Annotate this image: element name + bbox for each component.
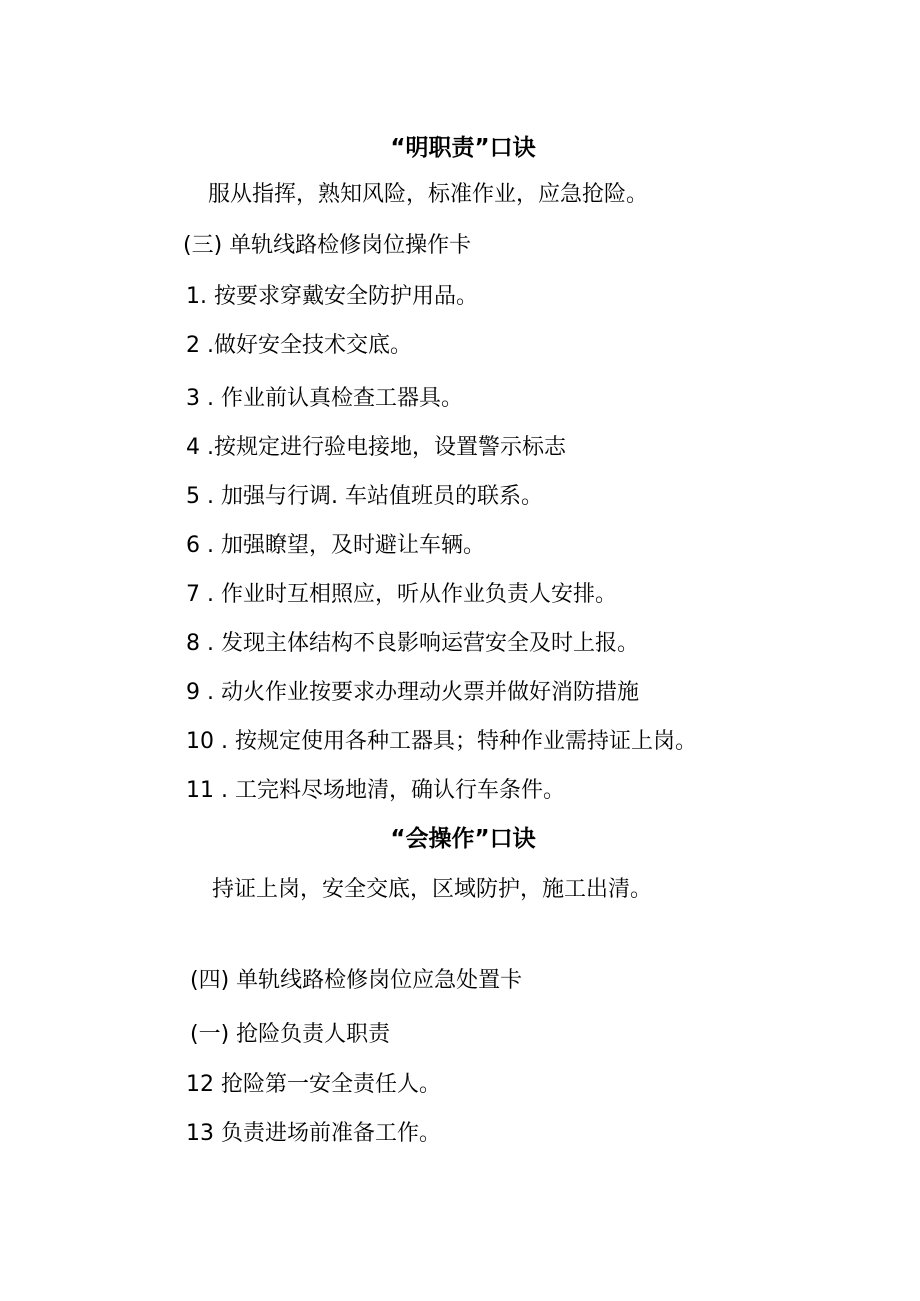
operation-item-1: 1. 按要求穿戴安全防护用品。 [186,284,478,309]
heading-emergency-card: (四) 单轨线路检修岗位应急处置卡 [190,968,523,993]
operation-item-9: 9 . 动火作业按要求办理动火票并做好消防措施 [186,680,639,705]
operation-item-7: 7 . 作业时互相照应，听从作业负责人安排。 [186,582,617,607]
operation-item-11: 11 . 工完料尽场地清，确认行车条件。 [186,778,565,803]
operation-item-4: 4 .按规定进行验电接地，设置警示标志 [186,435,566,460]
operation-item-2: 2 .做好安全技术交底。 [186,333,412,358]
emergency-item-13: 13 负责进场前准备工作。 [186,1121,441,1146]
motto-ming-zhize: 服从指挥，熟知风险，标准作业，应急抢险。 [208,182,649,207]
motto-hui-caozuo: 持证上岗，安全交底，区域防护，施工出清。 [212,877,653,902]
operation-item-5: 5 . 加强与行调. 车站值班员的联系。 [186,484,543,509]
section-title-ming-zhize: “明职责”口诀 [390,135,536,161]
operation-item-10: 10 . 按规定使用各种工器具；特种作业需持证上岗。 [186,729,697,754]
subheading-rescue-leader: (一) 抢险负责人职责 [190,1022,391,1047]
operation-item-8: 8 . 发现主体结构不良影响运营安全及时上报。 [186,631,639,656]
section-title-hui-caozuo: “会操作”口诀 [390,826,536,852]
operation-item-6: 6 . 加强瞭望，及时避让车辆。 [186,533,485,558]
heading-operation-card: (三) 单轨线路检修岗位操作卡 [183,233,472,258]
emergency-item-12: 12 抢险第一安全责任人。 [186,1072,441,1097]
operation-item-3: 3 . 作业前认真检查工器具。 [186,386,463,411]
